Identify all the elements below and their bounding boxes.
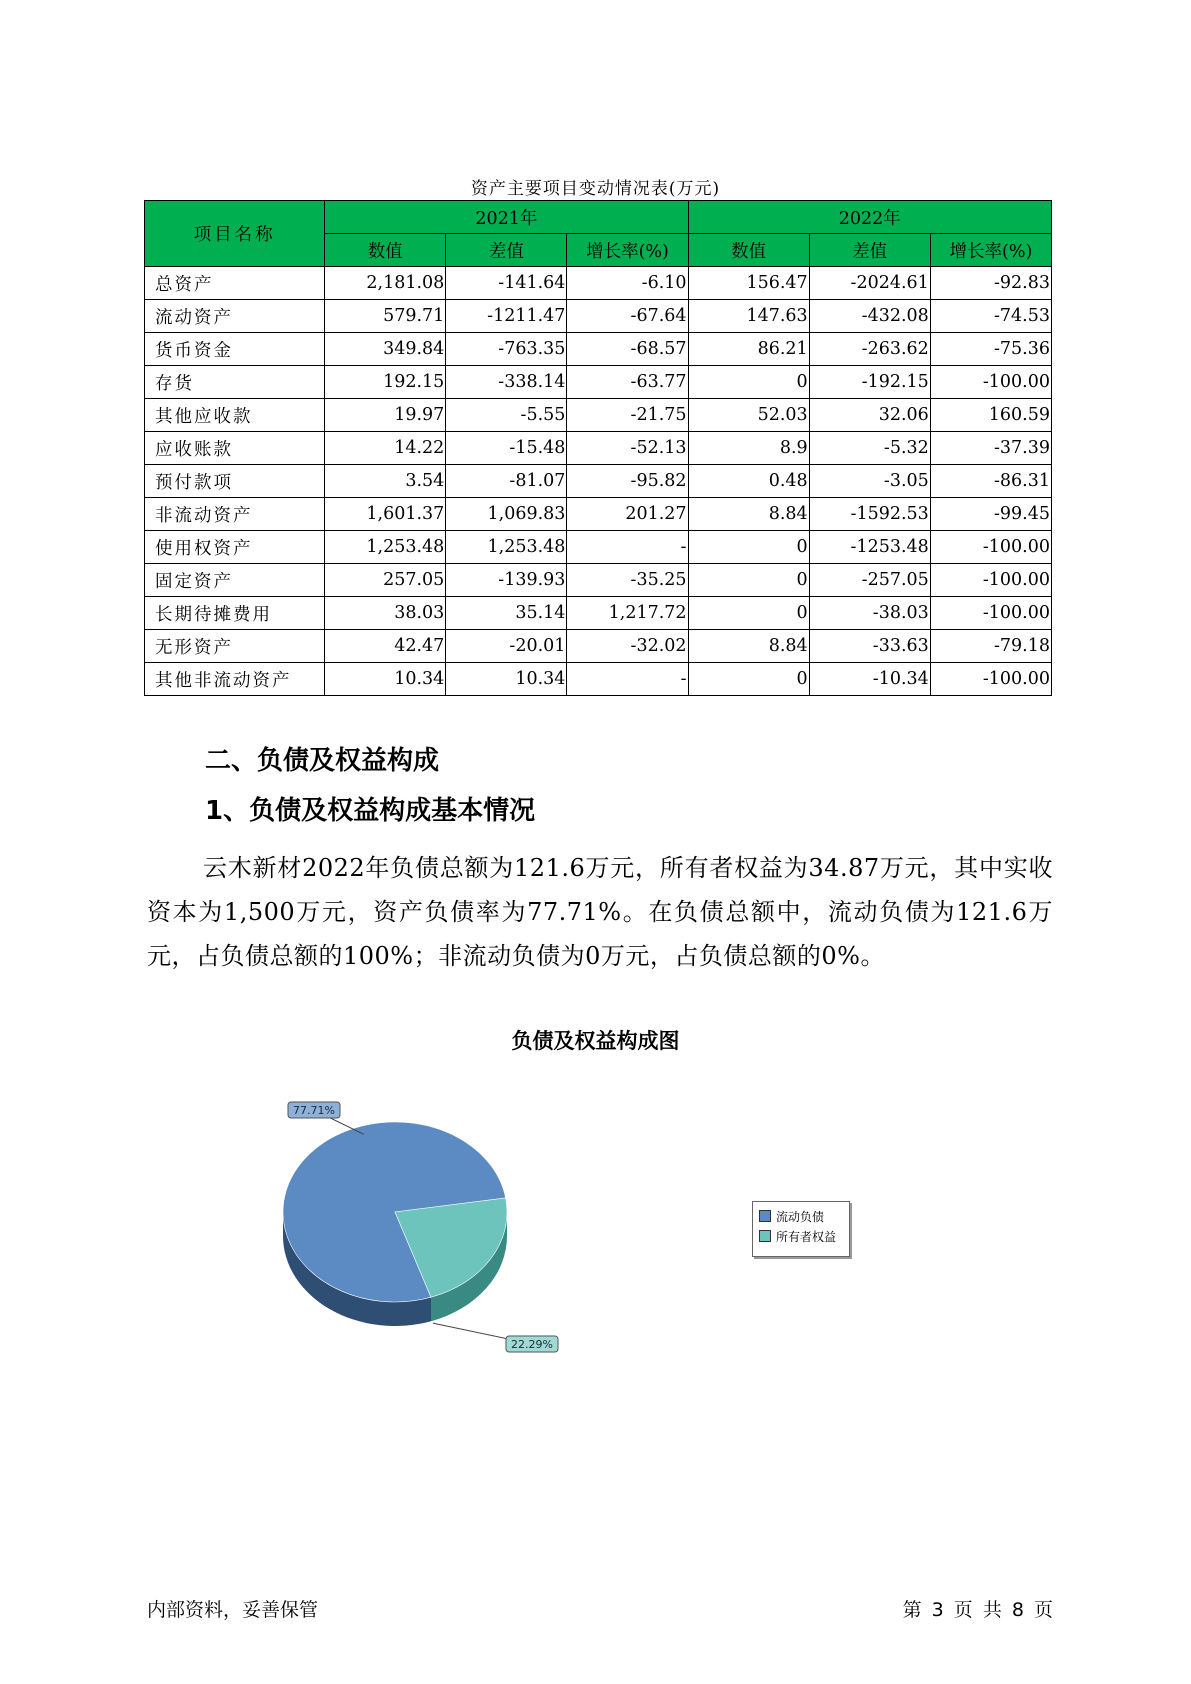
row-name: 无形资产 [145, 630, 325, 663]
cell-value-2022: 0 [688, 564, 809, 597]
cell-value-2021: 192.15 [325, 366, 446, 399]
cell-value-2021: 42.47 [325, 630, 446, 663]
cell-diff-2022: -5.32 [809, 432, 930, 465]
header-item-name: 项目名称 [145, 201, 325, 267]
cell-rate-2021: -21.75 [567, 399, 688, 432]
cell-rate-2022: -86.31 [930, 465, 1051, 498]
header-value: 数值 [325, 234, 446, 267]
cell-rate-2022: -75.36 [930, 333, 1051, 366]
cell-diff-2021: -15.48 [446, 432, 567, 465]
cell-rate-2022: -37.39 [930, 432, 1051, 465]
cell-rate-2022: -92.83 [930, 267, 1051, 300]
cell-rate-2021: -6.10 [567, 267, 688, 300]
cell-value-2022: 0 [688, 597, 809, 630]
row-name: 非流动资产 [145, 498, 325, 531]
cell-value-2021: 2,181.08 [325, 267, 446, 300]
cell-diff-2021: 10.34 [446, 663, 567, 696]
body-paragraph: 云木新材2022年负债总额为121.6万元，所有者权益为34.87万元，其中实收资本为1,500万元，资产负债率为77.71%。在负债总额中，流动负债为121.6万元，占负债总额的100%；非流动负债为0万元，占负债总额的0%。 [147, 854, 1053, 970]
header-value: 数值 [688, 234, 809, 267]
cell-rate-2022: 160.59 [930, 399, 1051, 432]
cell-rate-2021: -68.57 [567, 333, 688, 366]
cell-value-2021: 1,601.37 [325, 498, 446, 531]
pie-label-equity: 22.29% [511, 1338, 553, 1351]
cell-diff-2021: -139.93 [446, 564, 567, 597]
legend-label: 所有者权益 [776, 1229, 837, 1244]
cell-value-2021: 1,253.48 [325, 531, 446, 564]
cell-value-2022: 156.47 [688, 267, 809, 300]
cell-rate-2021: -63.77 [567, 366, 688, 399]
cell-value-2022: 0 [688, 663, 809, 696]
cell-diff-2022: -257.05 [809, 564, 930, 597]
legend-swatch [759, 1210, 771, 1222]
cell-diff-2021: -141.64 [446, 267, 567, 300]
cell-value-2022: 0 [688, 531, 809, 564]
cell-rate-2022: -100.00 [930, 531, 1051, 564]
cell-value-2022: 0.48 [688, 465, 809, 498]
cell-diff-2021: 1,253.48 [446, 531, 567, 564]
legend-item [759, 1226, 849, 1246]
cell-rate-2022: -100.00 [930, 663, 1051, 696]
pie-label-liabilities: 77.71% [293, 1104, 335, 1117]
cell-diff-2021: 35.14 [446, 597, 567, 630]
chart-legend [752, 1201, 850, 1257]
cell-value-2022: 86.21 [688, 333, 809, 366]
legend-label: 流动负债 [776, 1209, 825, 1224]
cell-value-2021: 349.84 [325, 333, 446, 366]
legend-item [759, 1206, 849, 1226]
table-row [145, 663, 1052, 696]
cell-rate-2022: -74.53 [930, 300, 1051, 333]
table-row [145, 564, 1052, 597]
cell-rate-2022: -99.45 [930, 498, 1051, 531]
table-caption: 资产主要项目变动情况表(万元) [470, 179, 721, 199]
table-row [145, 465, 1052, 498]
header-diff: 差值 [446, 234, 567, 267]
cell-rate-2021: -52.13 [567, 432, 688, 465]
cell-diff-2022: -1592.53 [809, 498, 930, 531]
cell-rate-2021: 1,217.72 [567, 597, 688, 630]
cell-diff-2021: -1211.47 [446, 300, 567, 333]
table-row [145, 597, 1052, 630]
cell-diff-2021: -5.55 [446, 399, 567, 432]
cell-value-2022: 8.84 [688, 498, 809, 531]
header-year-2022: 2022年 [688, 201, 1051, 234]
cell-diff-2022: 32.06 [809, 399, 930, 432]
cell-rate-2021: - [567, 531, 688, 564]
table-row [145, 300, 1052, 333]
row-name: 长期待摊费用 [145, 597, 325, 630]
cell-rate-2022: -100.00 [930, 366, 1051, 399]
cell-diff-2021: 1,069.83 [446, 498, 567, 531]
footer-page-number: 第 3 页 共 8 页 [902, 1599, 1053, 1621]
asset-changes-table [144, 200, 1052, 696]
cell-rate-2021: -95.82 [567, 465, 688, 498]
cell-value-2021: 14.22 [325, 432, 446, 465]
cell-diff-2022: -432.08 [809, 300, 930, 333]
cell-value-2021: 19.97 [325, 399, 446, 432]
cell-rate-2022: -100.00 [930, 564, 1051, 597]
row-name: 存货 [145, 366, 325, 399]
cell-rate-2021: -32.02 [567, 630, 688, 663]
cell-value-2021: 10.34 [325, 663, 446, 696]
table-row [145, 399, 1052, 432]
subsection-heading: 1、负债及权益构成基本情况 [205, 796, 536, 826]
header-year-2021: 2021年 [325, 201, 688, 234]
table-row [145, 630, 1052, 663]
header-diff: 差值 [809, 234, 930, 267]
cell-diff-2022: -192.15 [809, 366, 930, 399]
cell-diff-2021: -81.07 [446, 465, 567, 498]
cell-rate-2021: - [567, 663, 688, 696]
cell-diff-2022: -33.63 [809, 630, 930, 663]
cell-value-2022: 0 [688, 366, 809, 399]
cell-rate-2022: -79.18 [930, 630, 1051, 663]
table-row [145, 498, 1052, 531]
cell-value-2021: 257.05 [325, 564, 446, 597]
row-name: 总资产 [145, 267, 325, 300]
cell-diff-2021: -763.35 [446, 333, 567, 366]
cell-diff-2022: -38.03 [809, 597, 930, 630]
cell-diff-2021: -338.14 [446, 366, 567, 399]
row-name: 使用权资产 [145, 531, 325, 564]
cell-value-2021: 38.03 [325, 597, 446, 630]
cell-diff-2021: -20.01 [446, 630, 567, 663]
row-name: 应收账款 [145, 432, 325, 465]
cell-rate-2022: -100.00 [930, 597, 1051, 630]
row-name: 预付款项 [145, 465, 325, 498]
cell-value-2022: 147.63 [688, 300, 809, 333]
legend-swatch [759, 1230, 771, 1242]
cell-value-2021: 3.54 [325, 465, 446, 498]
row-name: 流动资产 [145, 300, 325, 333]
section-heading: 二、负债及权益构成 [205, 746, 440, 776]
cell-value-2022: 52.03 [688, 399, 809, 432]
cell-diff-2022: -10.34 [809, 663, 930, 696]
pie-chart [270, 1090, 590, 1370]
chart-title: 负债及权益构成图 [511, 1029, 680, 1053]
cell-diff-2022: -263.62 [809, 333, 930, 366]
row-name: 其他非流动资产 [145, 663, 325, 696]
cell-diff-2022: -1253.48 [809, 531, 930, 564]
cell-rate-2021: -35.25 [567, 564, 688, 597]
table-row [145, 531, 1052, 564]
cell-rate-2021: 201.27 [567, 498, 688, 531]
cell-value-2022: 8.9 [688, 432, 809, 465]
cell-diff-2022: -3.05 [809, 465, 930, 498]
header-rate: 增长率(%) [567, 234, 688, 267]
table-row [145, 267, 1052, 300]
header-rate: 增长率(%) [930, 234, 1051, 267]
cell-rate-2021: -67.64 [567, 300, 688, 333]
footer-confidential-note: 内部资料，妥善保管 [147, 1599, 319, 1621]
row-name: 其他应收款 [145, 399, 325, 432]
table-row [145, 432, 1052, 465]
table-row [145, 333, 1052, 366]
row-name: 货币资金 [145, 333, 325, 366]
cell-value-2021: 579.71 [325, 300, 446, 333]
cell-diff-2022: -2024.61 [809, 267, 930, 300]
cell-value-2022: 8.84 [688, 630, 809, 663]
table-row [145, 366, 1052, 399]
row-name: 固定资产 [145, 564, 325, 597]
